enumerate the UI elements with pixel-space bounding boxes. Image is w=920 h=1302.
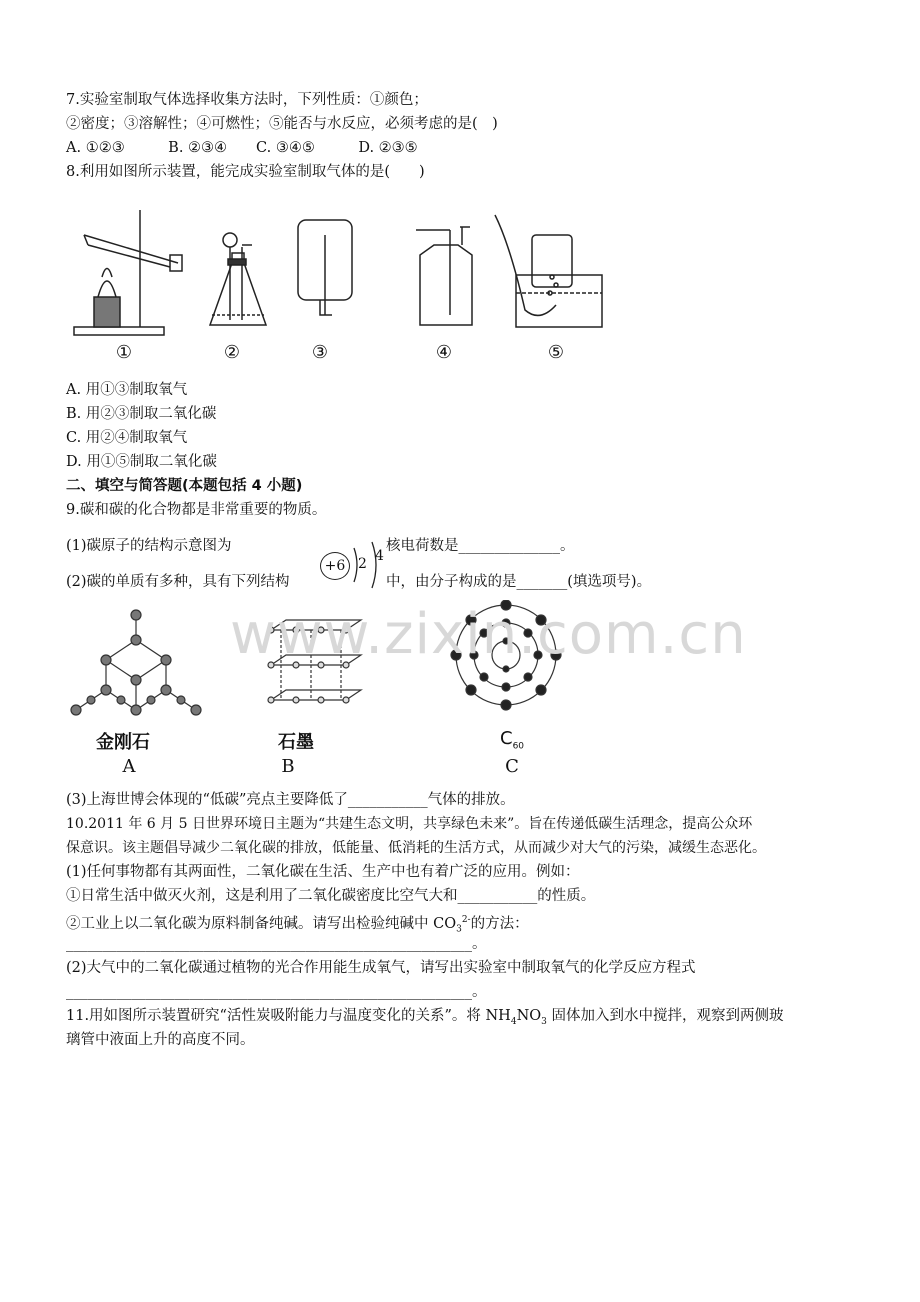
q10-l6: ________________________________________________________。 [66,936,487,952]
q8-option-b: B. 用②③制取二氧化碳 [66,406,217,422]
q10-l8: ________________________________________________________。 [66,984,487,1000]
q8-option-d: D. 用①⑤制取二氧化碳 [66,454,217,470]
device-label-1: ① [115,342,133,363]
device-label-5: ⑤ [547,342,565,363]
q11-l1-pre: 11.用如图所示装置研究“活性炭吸附能力与温度变化的关系”。将 NH [66,1008,511,1024]
q8-option-a: A. 用①③制取氧气 [66,382,188,398]
q10-l5-sup: 2- [461,915,471,925]
section2-title: 二、填空与简答题(本题包括 4 小题) [66,478,303,494]
structure-name-c-main: C [499,728,513,749]
q10-l3: (1)任何事物都有其两面性，二氧化碳在生活、生产中也有着广泛的应用。例如： [66,864,580,880]
q7-line1: 7.实验室制取气体选择收集方法时，下列性质：①颜色； [66,92,428,108]
q10-l4: ①日常生活中做灭火剂，这是利用了二氧化碳密度比空气大和___________的性质。 [66,888,596,904]
structure-name-c [482,728,542,752]
q7-line2: ②密度；③溶解性；④可燃性；⑤能否与水反应，必须考虑的是( ) [66,116,498,132]
q10-l5-post: 的方法： [470,915,529,932]
device-label-2: ② [223,342,241,363]
q9-p1-tail: 核电荷数是______________。 [386,538,575,554]
q11-l1 [66,1006,783,1032]
q7-options: A. ①②③ B. ②③④ C. ③④⑤ D. ②③⑤ [66,140,418,156]
device-label-3: ③ [311,342,329,363]
structure-letter-c: C [505,756,519,777]
q10-l5-sub: 3 [456,924,462,935]
q9-p3: (3)上海世博会体现的“低碳”亮点主要降低了___________气体的排放。 [66,792,515,808]
device-label-4: ④ [435,342,453,363]
structure-name-c-sub: 60 [512,741,525,752]
q11-l1-mid: NO [516,1008,542,1024]
structure-letter-a: A [122,756,136,777]
carbon-atom-diagram [318,540,388,590]
q10-l5-pre: ②工业上以二氧化碳为原料制备纯碱。请写出检验纯碱中 CO [66,915,457,932]
atom-shell-1: 2 [358,556,367,572]
watermark: www.zixin.com.cn [230,602,747,667]
structure-name-a: 金刚石 [96,732,150,753]
q9-stem: 9.碳和碳的化合物都是非常重要的物质。 [66,502,327,518]
q11-l2: 璃管中液面上升的高度不同。 [66,1032,255,1048]
q10-l7: (2)大气中的二氧化碳通过植物的光合作用能生成氧气，请写出实验室中制取氧气的化学反应方程式 [66,960,696,976]
q11-l1-s1: 4 [510,1016,517,1027]
q8-stem: 8.利用如图所示装置，能完成实验室制取气体的是( ) [66,164,425,180]
atom-nucleus: +6 [320,552,350,580]
q9-p1: (1)碳原子的结构示意图为 [66,538,232,554]
q9-p2-tail: 中，由分子构成的是_______(填选项号)。 [386,574,652,590]
q10-l1: 10.2011 年 6 月 5 日世界环境日主题为“共建生态文明，共享绿色未来”。旨在传递低碳生活理念，提高公众环 [66,816,753,832]
q11-l1-post: 固体加入到水中搅拌，观察到两侧玻 [546,1008,784,1024]
structure-letter-b: B [281,756,295,777]
q8-option-c: C. 用②④制取氧气 [66,430,188,446]
q10-l2: 保意识。该主题倡导减少二氧化碳的排放，低能量、低消耗的生活方式，从而减少对大气的污染，减缓生态恶化。 [66,840,766,856]
structure-name-b: 石墨 [278,732,314,753]
atom-shell-2: 4 [375,548,384,564]
q9-p2: (2)碳的单质有多种，具有下列结构 [66,574,290,590]
q11-l1-s2: 3 [541,1016,547,1027]
